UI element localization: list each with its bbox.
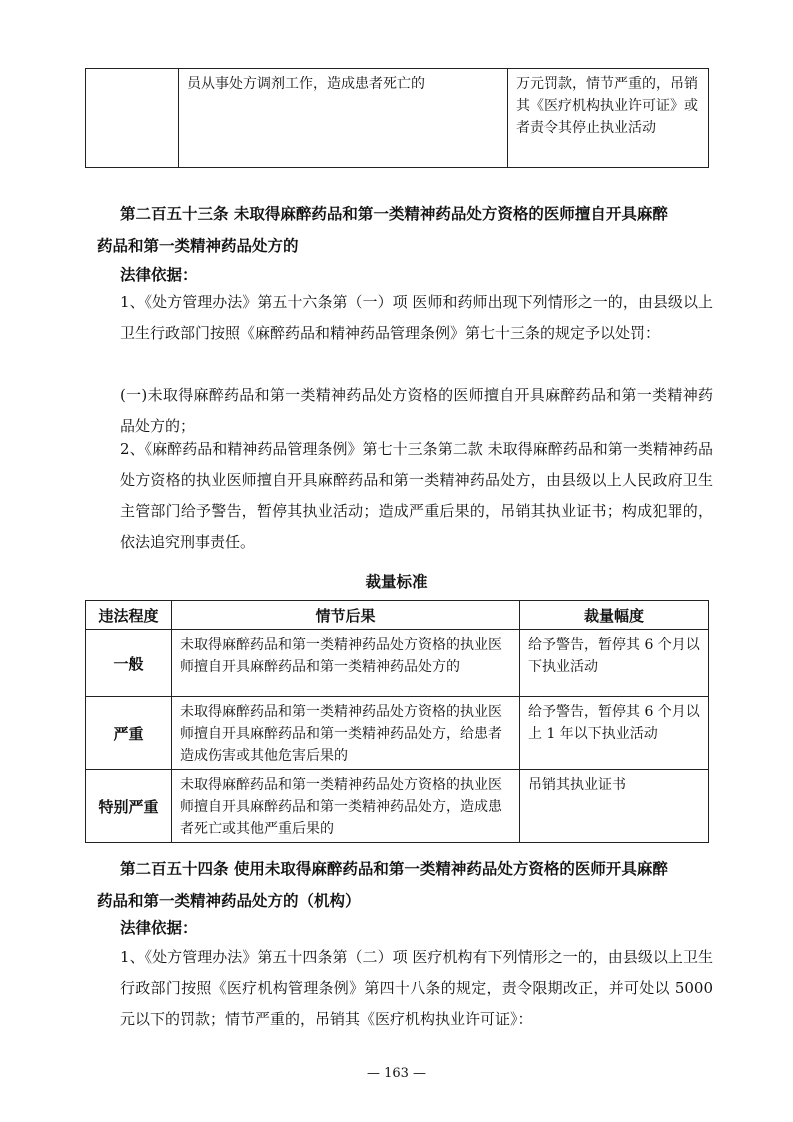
article-253-legal-basis-label: 法律依据：	[120, 266, 198, 284]
row-range-cell	[520, 697, 709, 770]
article-254-heading-line2: 药品和第一类精神药品处方的（机构）	[97, 892, 361, 910]
article-253-paragraph-3	[97, 434, 713, 558]
article-253-heading-line2: 药品和第一类精神药品处方的	[97, 237, 299, 255]
continued-circumstance-text: 员从事处方调剂工作，造成患者死亡的	[187, 76, 425, 92]
row-level: 一般	[86, 630, 172, 697]
article-254-heading	[97, 853, 713, 917]
row-circumstance: 未取得麻醉药品和第一类精神药品处方资格的执业医师擅自开具麻醉药品和第一类精神药品处方的	[180, 637, 502, 675]
article-253-paragraph-1	[97, 287, 713, 349]
article-254-paragraph-1	[97, 942, 713, 1035]
row-circumstance: 未取得麻醉药品和第一类精神药品处方资格的执业医师擅自开具麻醉药品和第一类精神药品处方，造成患者死亡或其他严重后果的	[180, 777, 502, 837]
continued-level-cell	[86, 69, 179, 168]
row-circumstance-cell	[172, 630, 520, 697]
continued-range-text: 万元罚款，情节严重的，吊销其《医疗机构执业许可证》或者责令其停止执业活动	[516, 76, 698, 136]
row-range: 吊销其执业证书	[528, 777, 626, 793]
row-circumstance-cell	[172, 697, 520, 770]
row-range: 给予警告，暂停其 6 个月以上 1 年以下执业活动	[528, 704, 700, 742]
article-253-heading	[97, 198, 713, 262]
row-range-cell	[520, 630, 709, 697]
article-254-heading-line1: 第二百五十四条 使用未取得麻醉药品和第一类精神药品处方资格的医师开具麻醉	[120, 860, 668, 878]
header-range: 裁量幅度	[520, 601, 709, 630]
continued-range-cell	[508, 69, 709, 168]
row-circumstance-cell	[172, 770, 520, 843]
article-253-paragraph-2-text: (一)未取得麻醉药品和第一类精神药品处方资格的医师擅自开具麻醉药品和第一类精神药品处方的；	[120, 386, 713, 435]
row-range: 给予警告，暂停其 6 个月以下执业活动	[528, 637, 700, 675]
page-number: — 163 —	[366, 1066, 427, 1081]
table-row	[86, 697, 709, 770]
table-header-row	[86, 601, 709, 630]
row-range-cell	[520, 770, 709, 843]
discretion-table-title: 裁量标准	[365, 573, 428, 591]
article-253-paragraph-3-text: 2、《麻醉药品和精神药品管理条例》第七十三条第二款 未取得麻醉药品和第一类精神药品处方资格的执业医师擅自开具麻醉药品和第一类精神药品处方，由县级以上人民政府卫生主管部门给予警告，暂停其执业活动；造成严重后果的，吊销其执业证书；构成犯罪的，依法追究刑事责任。	[120, 440, 713, 551]
continued-table	[85, 68, 709, 168]
header-level: 违法程度	[86, 601, 172, 630]
table-row	[86, 630, 709, 697]
article-253-heading-line1: 第二百五十三条 未取得麻醉药品和第一类精神药品处方资格的医师擅自开具麻醉	[120, 205, 668, 223]
table-row	[86, 770, 709, 843]
discretion-standard-table	[85, 600, 709, 843]
article-253-paragraph-1-text: 1、《处方管理办法》第五十六条第（一）项 医师和药师出现下列情形之一的，由县级以上卫生行政部门按照《麻醉药品和精神药品管理条例》第七十三条的规定予以处罚：	[120, 293, 713, 342]
row-circumstance: 未取得麻醉药品和第一类精神药品处方资格的执业医师擅自开具麻醉药品和第一类精神药品处方，给患者造成伤害或其他危害后果的	[180, 704, 502, 764]
row-level: 特别严重	[86, 770, 172, 843]
header-circumstance: 情节后果	[172, 601, 520, 630]
article-254-legal-basis-label: 法律依据：	[120, 919, 198, 937]
row-level: 严重	[86, 697, 172, 770]
article-254-paragraph-1-text: 1、《处方管理办法》第五十四条第（二）项 医疗机构有下列情形之一的，由县级以上卫生行政部门按照《医疗机构管理条例》第四十八条的规定，责令限期改正，并可处以 5000 元以下的罚款；情节严重的，吊销其《医疗机构执业许可证》：	[120, 948, 713, 1028]
article-253-paragraph-2	[97, 380, 713, 442]
continued-circumstance-cell	[179, 69, 508, 168]
